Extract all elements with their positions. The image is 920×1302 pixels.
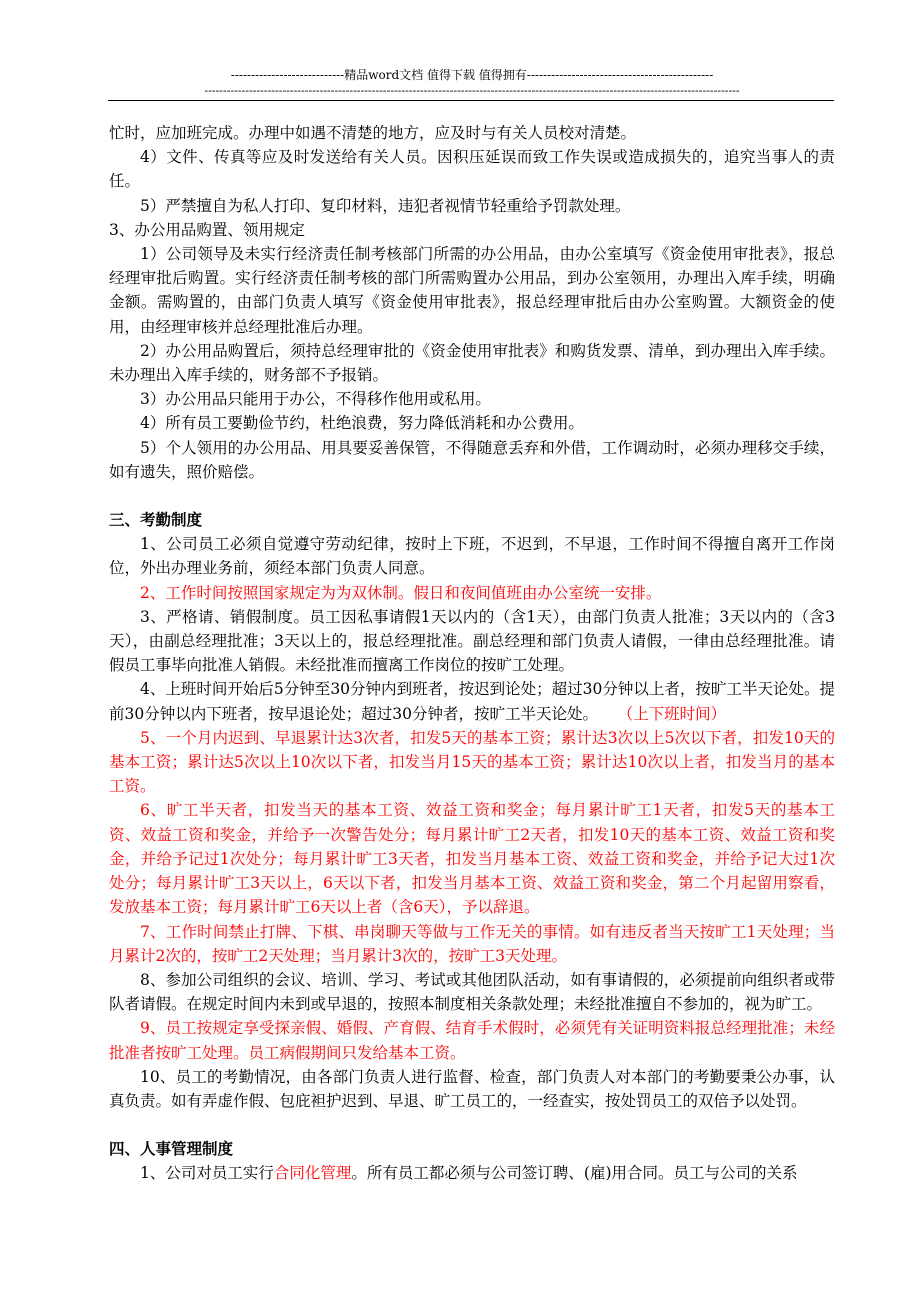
paragraph: 忙时，应加班完成。办理中如遇不清楚的地方，应及时与有关人员校对清楚。	[109, 124, 637, 142]
annotation-note: （上下班时间）	[617, 704, 727, 723]
paragraph: 8、参加公司组织的会议、培训、学习、考试或其他团队活动，如有事请假的，必须提前向组织者或带队者请假。在规定时间内未到或早退的，按照本制度相关条款处理；未经批准擅自不参加的，视为旷工。	[109, 970, 835, 1014]
paragraph	[109, 677, 835, 725]
paragraph: 10、员工的考勤情况，由各部门负责人进行监督、检查，部门负责人对本部门的考勤要秉公办事，认真负责。如有弄虚作假、包庇袒护迟到、早退、旷工员工的，一经查实，按处罚员工的双倍予以处罚。	[109, 1067, 835, 1110]
paragraph: 3）办公用品只能用于办公，不得移作他用或私用。	[140, 390, 491, 409]
paragraph-highlight: 9、员工按规定享受探亲假、婚假、产育假、结育手术假时，必须凭有关证明资料报总经理批准；未经批准者按旷工处理。员工病假期间只发给基本工资。	[109, 1019, 835, 1062]
paragraph-highlight: 6、旷工半天者，扣发当天的基本工资、效益工资和奖金；每月累计旷工1天者，扣发5天的基本工资、效益工资和奖金，并给予一次警告处分；每月累计旷工2天者，扣发10天的基本工资、效益工资和奖金，并给予记过1次处分；每月累计旷工3天者，扣发当月基本工资、效益工资和奖金，并给予记大过1次处分；每月累计旷工3天以上，6天以下者，扣发当月基本工资、效益工资和奖金，第二个月起留用察看，发放基本工资；每月累计旷工6天以上者（含6天），予以辞退。	[109, 801, 835, 917]
paragraph: 2）办公用品购置后，须持总经理审批的《资金使用审批表》和购货发票、清单，到办理出入库手续。未办理出入库手续的，财务部不予报销。	[109, 341, 835, 385]
highlight-term: 合同化管理	[273, 1164, 352, 1183]
paragraph-highlight: 7、工作时间禁止打牌、下棋、串岗聊天等做与工作无关的事情。如有违反者当天按旷工1天处理；当月累计2次的，按旷工2天处理；当月累计3次的，按旷工3天处理。	[109, 922, 835, 965]
section-subheading: 3、办公用品购置、领用规定	[109, 220, 305, 239]
paragraph: 5）个人领用的办公用品、用具要妥善保管，不得随意丢弃和外借，工作调动时，必须办理移交手续，如有遗失，照价赔偿。	[109, 438, 835, 481]
section-heading-personnel: 四、人事管理制度	[109, 1139, 234, 1159]
section-heading-attendance: 三、考勤制度	[109, 510, 203, 530]
paragraph-highlight: 2、工作时间按照国家规定为为双休制。假日和夜间值班由办公室统一安排。	[140, 583, 662, 602]
header-dash-line: ------------------------------------------------------------------------------------------------------------------------------------------------	[204, 84, 740, 97]
spacer	[109, 484, 835, 508]
paragraph: 4）所有员工要勤俭节约，杜绝浪费，努力降低消耗和办公费用。	[140, 414, 584, 433]
paragraph	[109, 1161, 835, 1185]
paragraph: 3、严格请、销假制度。员工因私事请假1天以内的（含1天），由部门负责人批准；3天以内的（含3天），由副总经理批准；3天以上的，报总经理批准。副总经理和部门负责人请假，一律由总经理批准。请假员工事毕向批准人销假。未经批准而擅离工作岗位的按旷工处理。	[109, 607, 835, 675]
paragraph: 1）公司领导及未实行经济责任制考核部门所需的办公用品，由办公室填写《资金使用审批表》，报总经理审批后购置。实行经济责任制考核的部门所需购置办公用品，到办公室领用，办理出入库手续，明确金额。需购置的，由部门负责人填写《资金使用审批表》，报总经理审批后由办公室购置。大额资金的使用，由经理审核并总经理批准后办理。	[109, 245, 835, 336]
header-watermark-line: ----------------------------精品word文档 值得下载 值得拥有----------------------------------------------	[230, 68, 714, 82]
document-body	[109, 121, 835, 1186]
header-rule	[108, 100, 834, 101]
spacer	[109, 1113, 835, 1137]
paragraph-text: 。所有员工都必须与公司签订聘、(雇)用合同。员工与公司的关系	[351, 1164, 798, 1183]
paragraph-text: 4、上班时间开始后5分钟至30分钟内到班者，按迟到论处；超过30分钟以上者，按旷工半天论处。提前30分钟以内下班者，按早退论处；超过30分钟者，按旷工半天论处。	[109, 680, 835, 723]
paragraph-highlight: 5、一个月内迟到、早退累计达3次者，扣发5天的基本工资；累计达3次以上5次以下者，扣发10天的基本工资；累计达5次以上10次以下者，扣发当月15天的基本工资；累计达10次以上者，扣发当月的基本工资。	[109, 728, 835, 796]
paragraph: 1、公司员工必须自觉遵守劳动纪律，按时上下班，不迟到，不早退，工作时间不得擅自离开工作岗位，外出办理业务前，须经本部门负责人同意。	[109, 535, 835, 578]
paragraph-text: 1、公司对员工实行	[140, 1164, 274, 1183]
paragraph: 5）严禁擅自为私人打印、复印材料，违犯者视情节轻重给予罚款处理。	[140, 196, 631, 215]
paragraph: 4）文件、传真等应及时发送给有关人员。因积压延误而致工作失误或造成损失的，追究当事人的责任。	[109, 148, 835, 191]
